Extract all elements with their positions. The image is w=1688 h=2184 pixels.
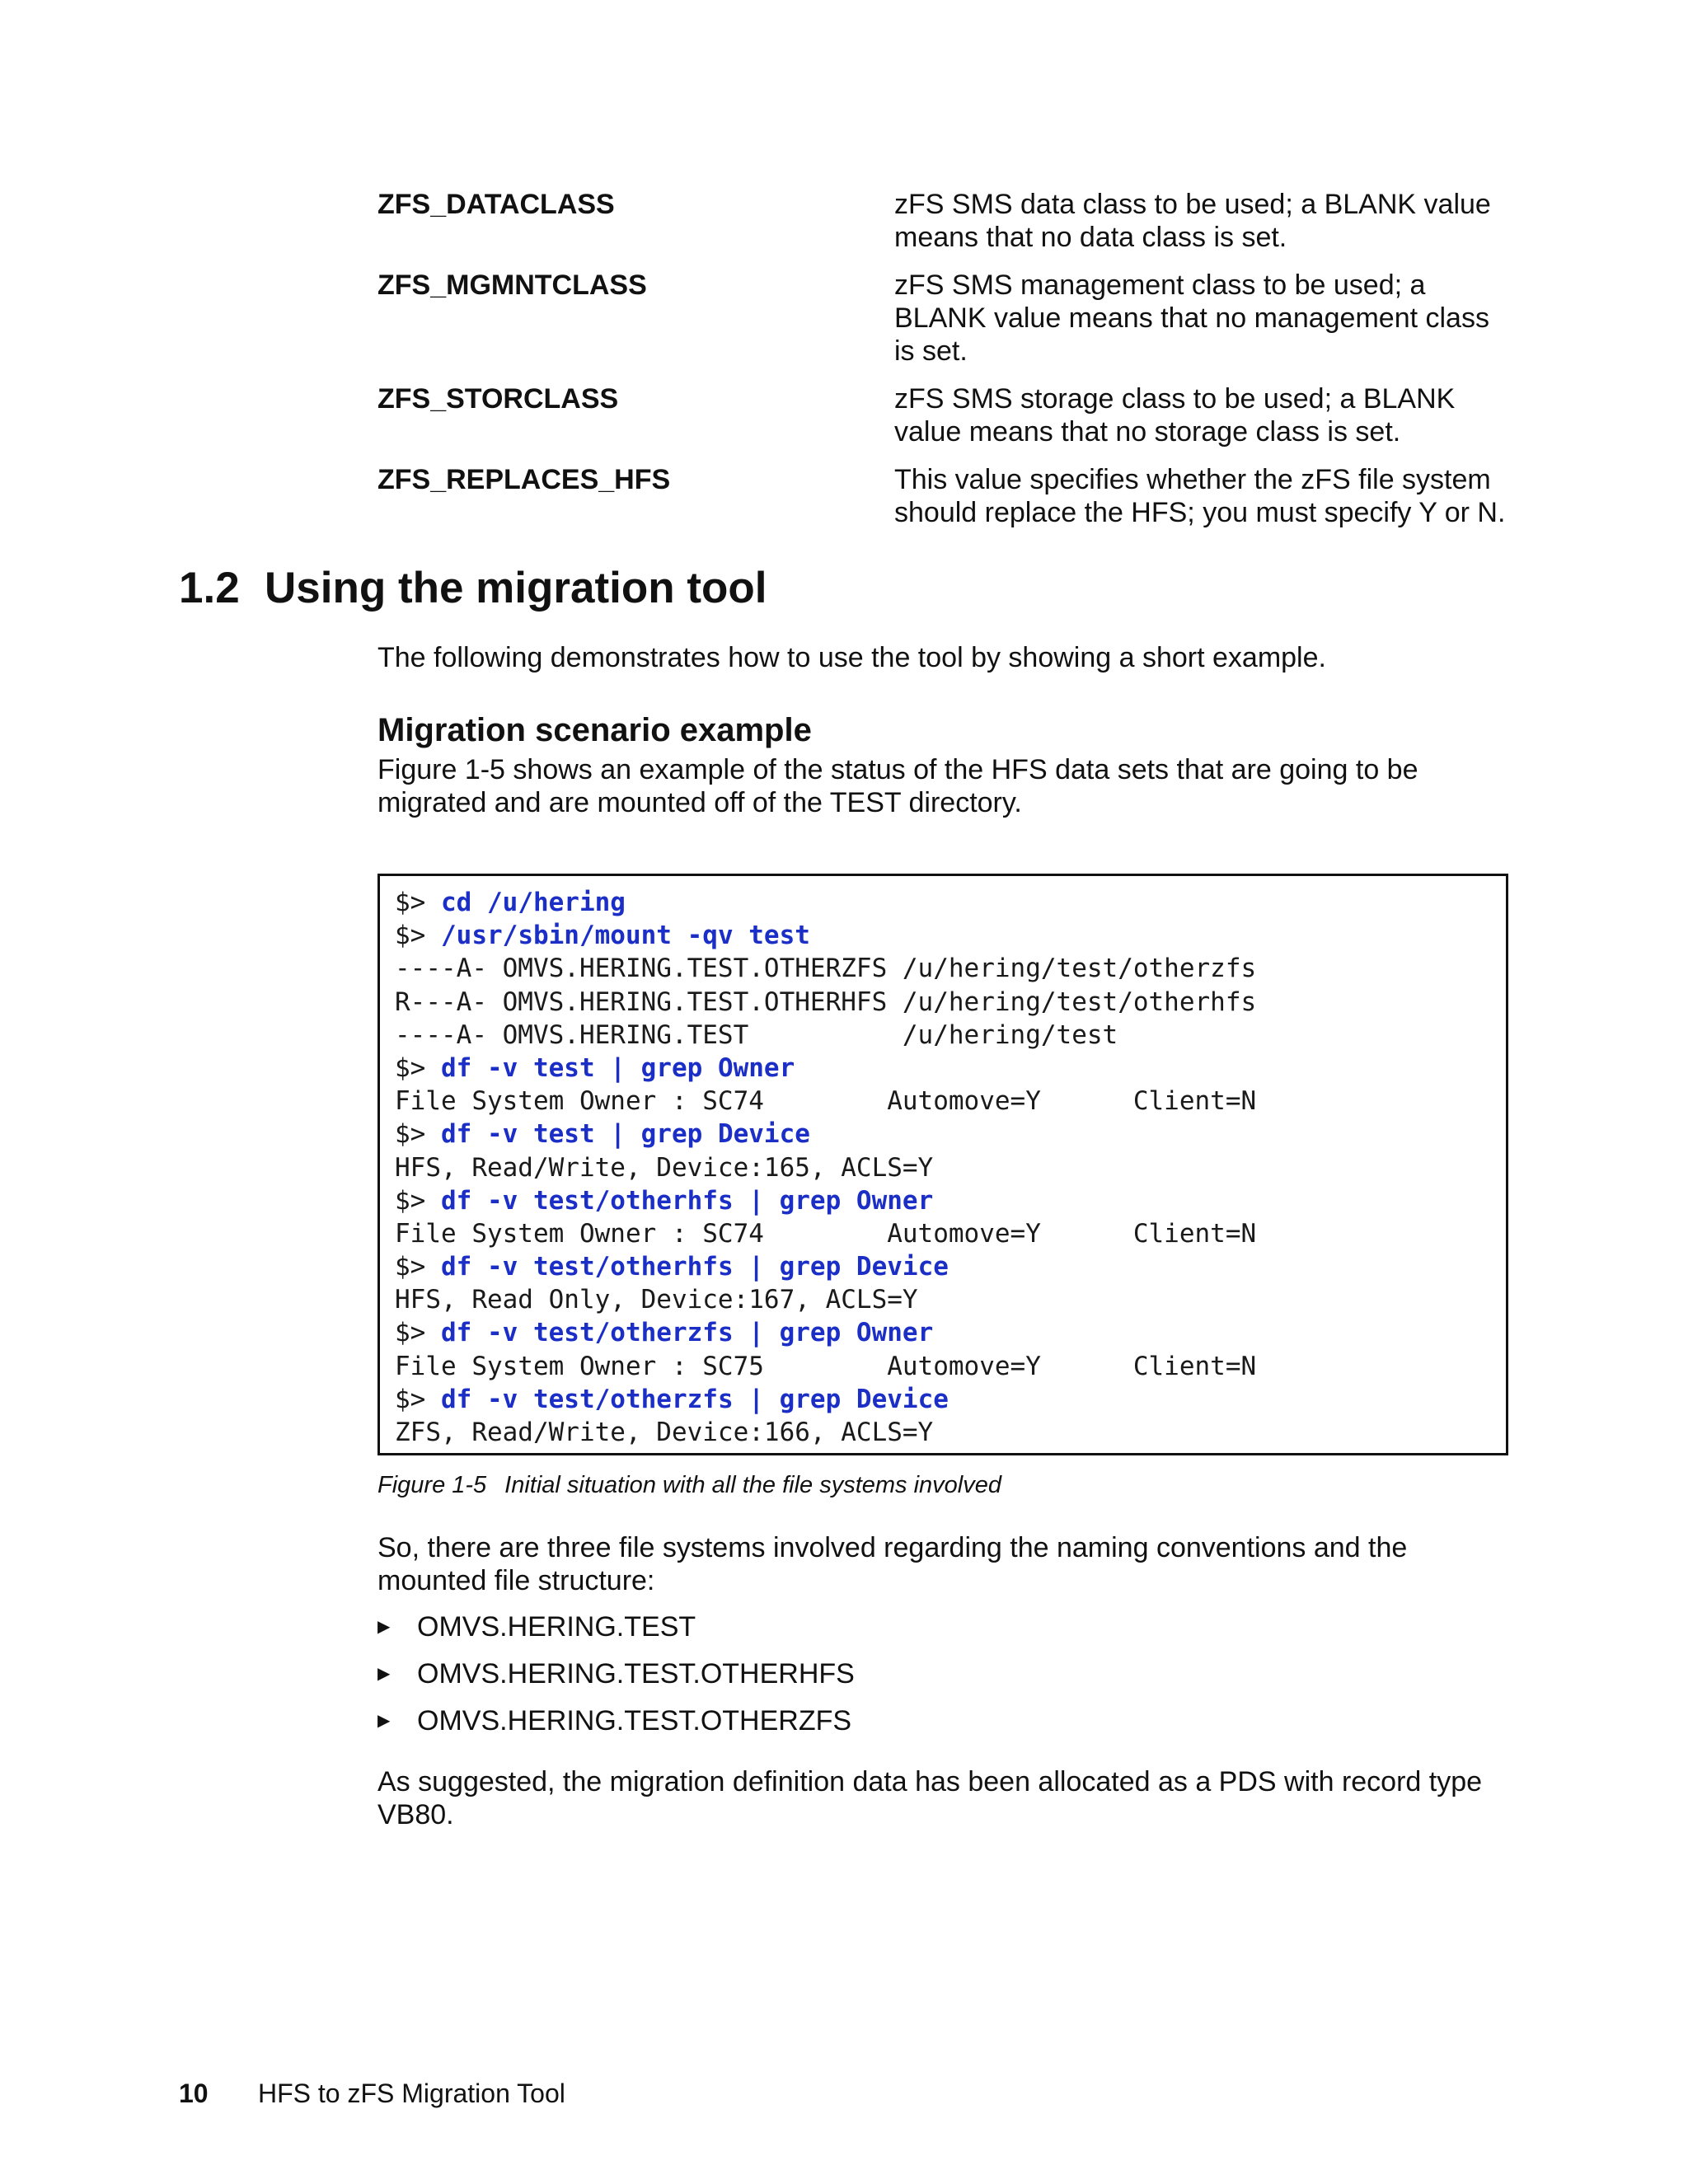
definition-term: ZFS_DATACLASS bbox=[377, 189, 615, 220]
shell-command: cd /u/hering bbox=[441, 888, 626, 917]
file-system-list bbox=[377, 1610, 855, 1751]
code-command-line bbox=[395, 1052, 1506, 1085]
list-item-text: OMVS.HERING.TEST.OTHERHFS bbox=[417, 1658, 855, 1690]
code-output-line bbox=[395, 986, 1506, 1019]
shell-prompt: $> bbox=[395, 1252, 441, 1282]
definition-description: zFS SMS data class to be used; a BLANK value means that no data class is set. bbox=[894, 189, 1491, 253]
figure-caption-text: Initial situation with all the file systems involved bbox=[504, 1472, 1001, 1498]
section-title-text: Using the migration tool bbox=[265, 564, 767, 612]
code-command-line bbox=[395, 1184, 1506, 1217]
shell-prompt: $> bbox=[395, 1119, 441, 1150]
shell-prompt: $> bbox=[395, 1052, 441, 1083]
definition-row bbox=[377, 269, 1515, 368]
definition-description: This value specifies whether the zFS file system should replace the HFS; you must specify Y or N. bbox=[894, 464, 1506, 528]
book-title: HFS to zFS Migration Tool bbox=[258, 2079, 565, 2108]
shell-prompt: $> bbox=[395, 921, 441, 951]
definition-row bbox=[377, 382, 1515, 448]
shell-prompt: $> bbox=[395, 1318, 441, 1348]
command-output: HFS, Read/Write, Device:165, ACLS=Y bbox=[395, 1152, 934, 1183]
page-number: 10 bbox=[179, 2079, 209, 2108]
shell-command: df -v test | grep Owner bbox=[441, 1052, 795, 1083]
code-command-line bbox=[395, 1118, 1506, 1151]
code-example-box bbox=[377, 874, 1508, 1455]
triangle-bullet-icon: ▶ bbox=[377, 1712, 391, 1730]
definition-row bbox=[377, 188, 1515, 254]
triangle-bullet-icon: ▶ bbox=[377, 1665, 391, 1683]
code-command-line bbox=[395, 1250, 1506, 1283]
page-footer bbox=[179, 2077, 565, 2110]
triangle-bullet-icon: ▶ bbox=[377, 1618, 391, 1636]
command-output: HFS, Read Only, Device:167, ACLS=Y bbox=[395, 1285, 918, 1315]
list-item bbox=[377, 1610, 855, 1643]
definition-description: zFS SMS storage class to be used; a BLANK value means that no storage class is set. bbox=[894, 383, 1456, 448]
subsection-paragraph: Figure 1-5 shows an example of the status of the HFS data sets that are going to be migrated and are mounted off of the TEST directory. bbox=[377, 754, 1418, 818]
code-output-line bbox=[395, 1019, 1506, 1052]
definition-term: ZFS_STORCLASS bbox=[377, 383, 619, 415]
code-output-line bbox=[395, 1217, 1506, 1250]
section-heading bbox=[179, 562, 767, 615]
code-output-line bbox=[395, 1416, 1506, 1449]
shell-command: df -v test/otherzfs | grep Owner bbox=[441, 1318, 934, 1348]
subsection-heading: Migration scenario example bbox=[377, 712, 812, 748]
definition-row bbox=[377, 463, 1515, 529]
definition-term: ZFS_REPLACES_HFS bbox=[377, 464, 671, 495]
shell-command: df -v test/otherhfs | grep Owner bbox=[441, 1185, 934, 1216]
section-intro: The following demonstrates how to use the tool by showing a short example. bbox=[377, 642, 1326, 673]
command-output: R---A- OMVS.HERING.TEST.OTHERHFS /u/hering/test/otherhfs bbox=[395, 987, 1257, 1017]
code-command-line bbox=[395, 1316, 1506, 1349]
list-item-text: OMVS.HERING.TEST.OTHERZFS bbox=[417, 1705, 852, 1736]
list-item bbox=[377, 1704, 855, 1737]
command-output: ZFS, Read/Write, Device:166, ACLS=Y bbox=[395, 1418, 934, 1447]
code-command-line bbox=[395, 919, 1506, 952]
shell-command: /usr/sbin/mount -qv test bbox=[441, 921, 810, 951]
command-output: File System Owner : SC75 Automove=Y Client=N bbox=[395, 1351, 1257, 1381]
command-output: ----A- OMVS.HERING.TEST.OTHERZFS /u/hering/test/otherzfs bbox=[395, 954, 1257, 984]
section-number: 1.2 bbox=[179, 564, 240, 612]
code-output-line bbox=[395, 1350, 1506, 1383]
closing-paragraph: As suggested, the migration definition data has been allocated as a PDS with record type VB80. bbox=[377, 1766, 1483, 1830]
code-output-line bbox=[395, 1085, 1506, 1118]
after-figure-paragraph: So, there are three file systems involved regarding the naming conventions and the mounted file structure: bbox=[377, 1532, 1408, 1596]
definition-term: ZFS_MGMNTCLASS bbox=[377, 269, 647, 301]
code-command-line bbox=[395, 886, 1506, 919]
command-output: File System Owner : SC74 Automove=Y Client=N bbox=[395, 1218, 1257, 1249]
list-item-text: OMVS.HERING.TEST bbox=[417, 1611, 696, 1643]
shell-command: df -v test | grep Device bbox=[441, 1119, 810, 1150]
command-output: File System Owner : SC74 Automove=Y Client=N bbox=[395, 1086, 1257, 1117]
list-item bbox=[377, 1657, 855, 1690]
shell-prompt: $> bbox=[395, 1384, 441, 1414]
definition-list bbox=[377, 188, 1515, 544]
definition-description: zFS SMS management class to be used; a BLANK value means that no management class is set. bbox=[894, 269, 1489, 367]
shell-prompt: $> bbox=[395, 888, 441, 917]
code-output-line bbox=[395, 1151, 1506, 1184]
command-output: ----A- OMVS.HERING.TEST /u/hering/test bbox=[395, 1019, 1118, 1050]
code-output-line bbox=[395, 1283, 1506, 1316]
code-command-line bbox=[395, 1383, 1506, 1416]
shell-command: df -v test/otherhfs | grep Device bbox=[441, 1252, 949, 1282]
figure-label: Figure 1-5 bbox=[377, 1472, 487, 1498]
figure-caption bbox=[377, 1470, 1001, 1500]
shell-prompt: $> bbox=[395, 1185, 441, 1216]
code-output-line bbox=[395, 952, 1506, 985]
shell-command: df -v test/otherzfs | grep Device bbox=[441, 1384, 949, 1414]
